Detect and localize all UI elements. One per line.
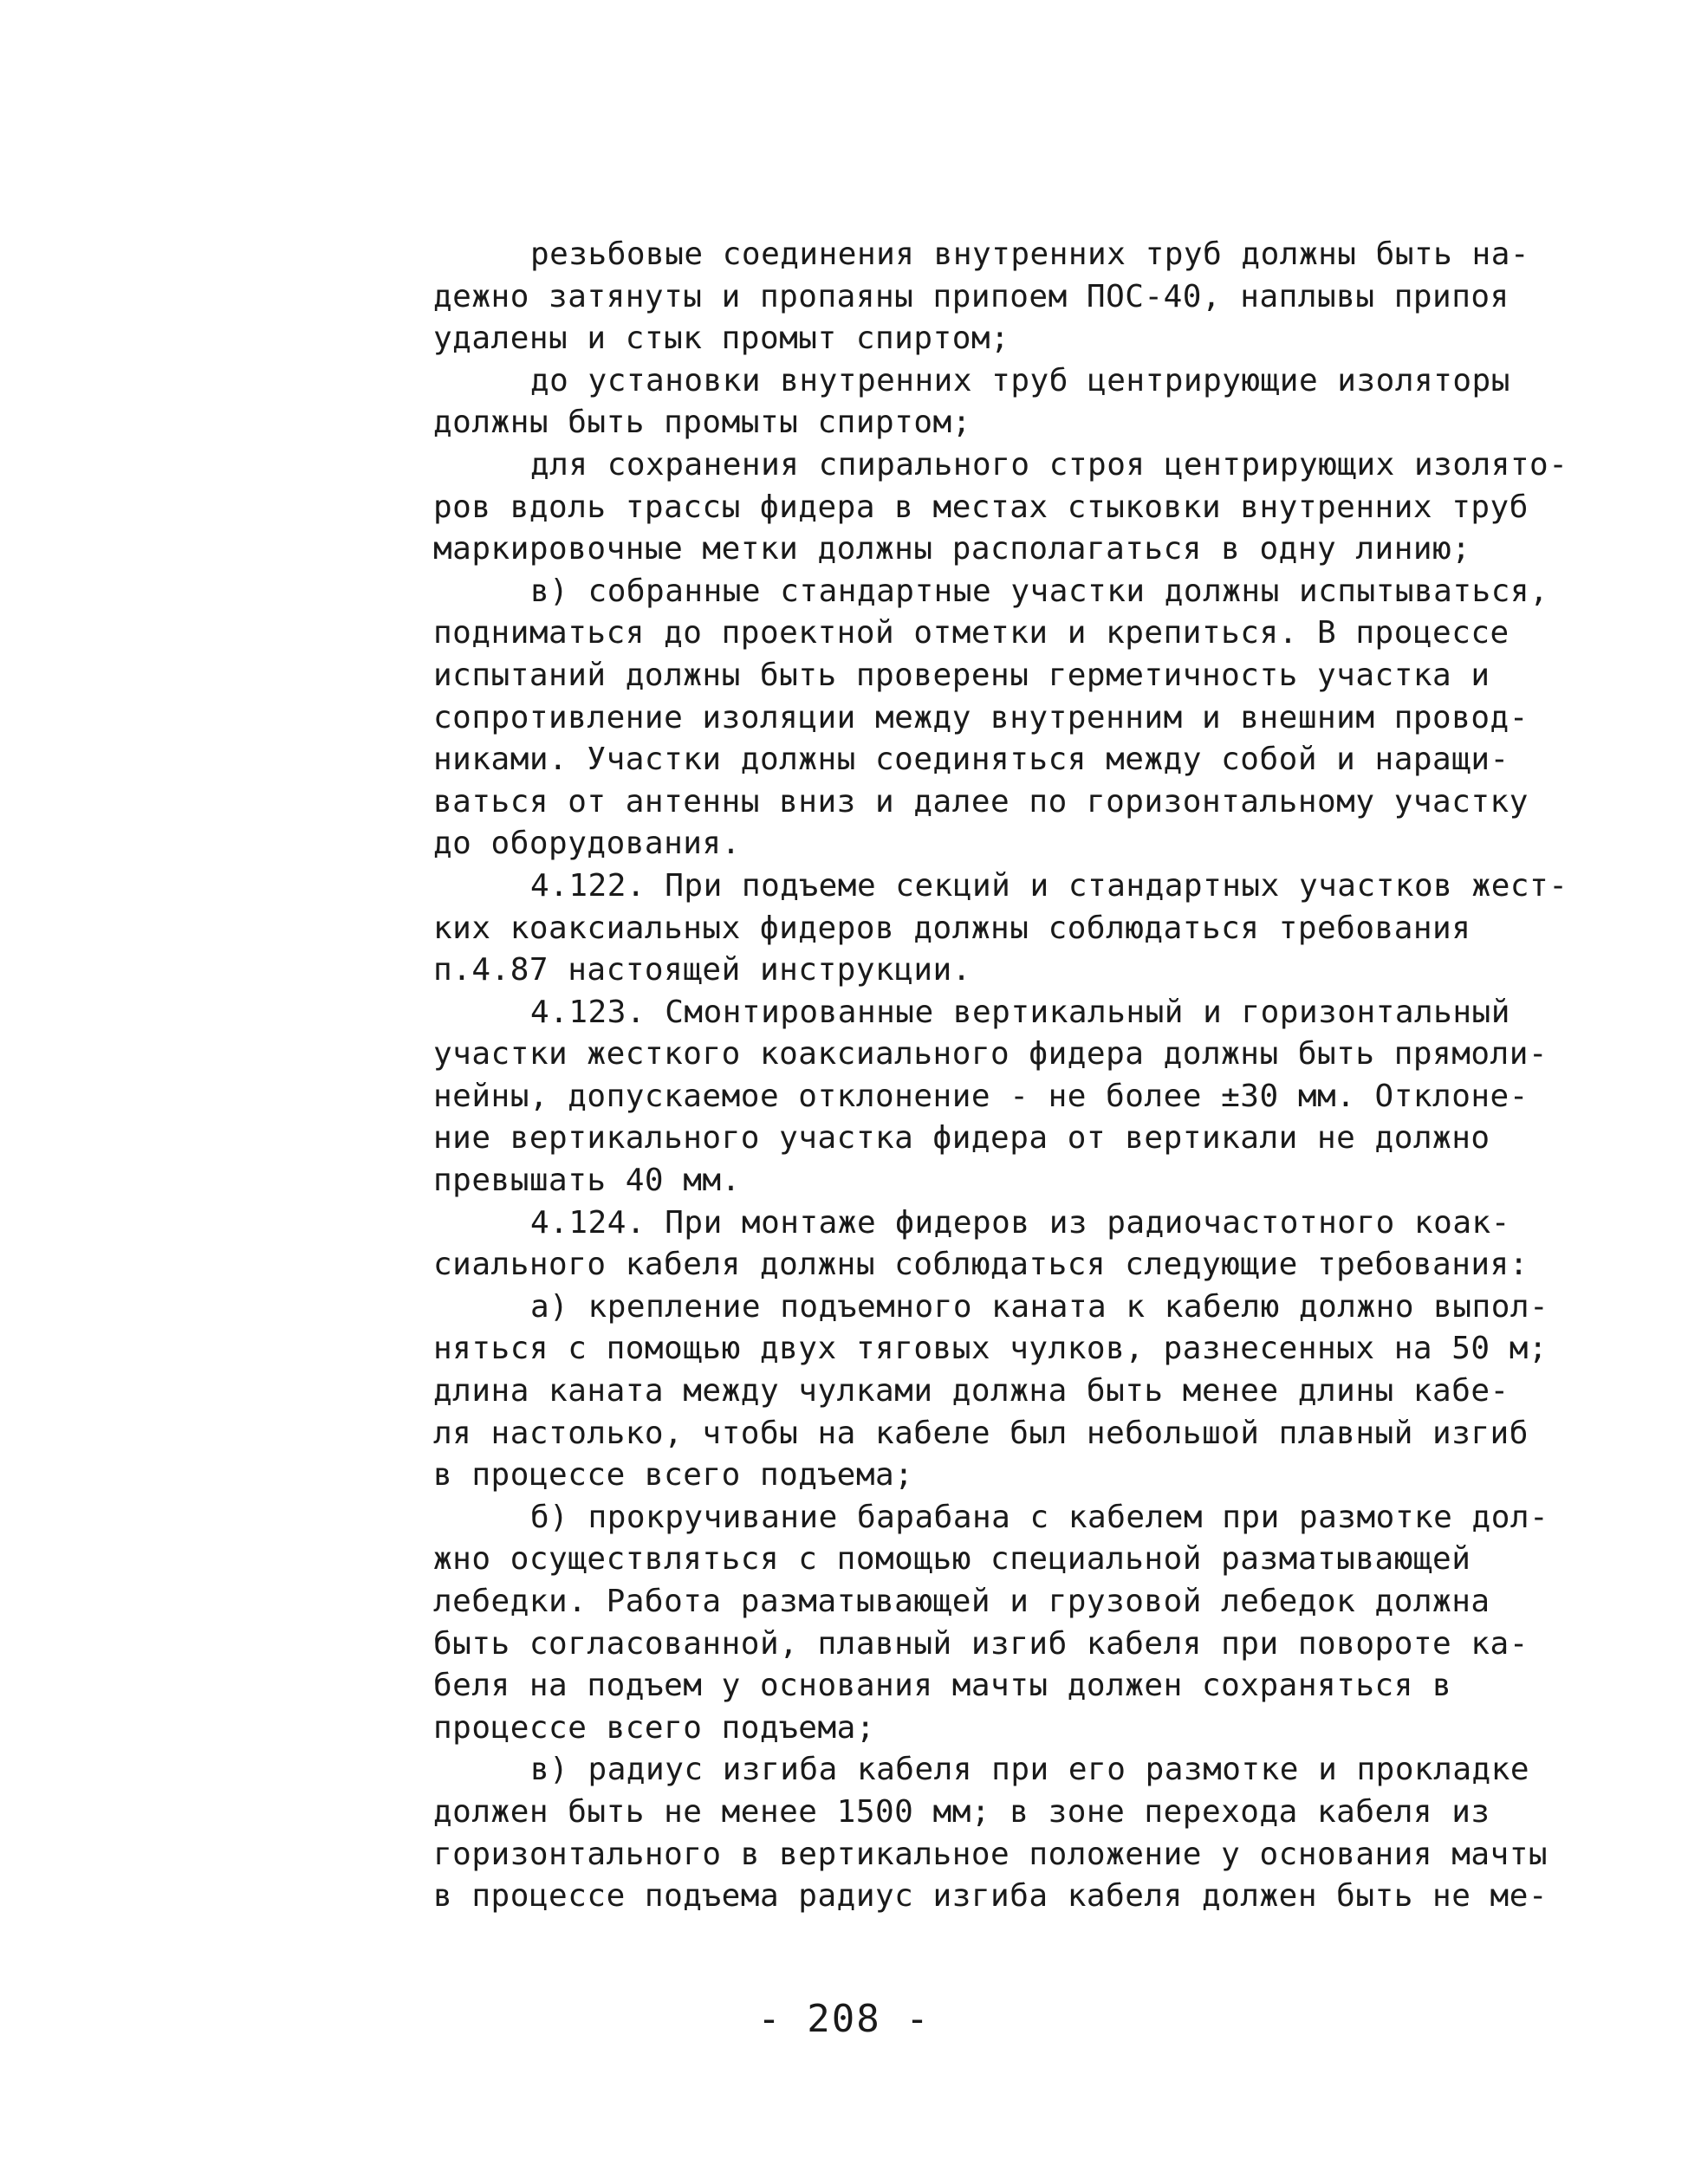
text-line: сопротивление изоляции между внутренним и внешним провод- [433,699,1529,736]
text-line: быть согласованной, плавный изгиб кабеля при повороте ка- [433,1625,1529,1662]
text-line: процессе всего подъема; [433,1709,875,1746]
text-line: ких коаксиальных фидеров должны соблюдаться требования [433,910,1471,946]
text-line: ние вертикального участка фидера от вертикали не должно [433,1120,1490,1157]
text-line: резьбовые соединения внутренних труб должны быть на- [530,237,1530,272]
text-line: 4.124. При монтаже фидеров из радиочастотного коак- [530,1204,1510,1241]
page-number: - 208 - [757,1997,931,2041]
text-line: до оборудования. [433,826,741,862]
text-line: для сохранения спирального строя центрирующих изолято- [530,446,1568,483]
text-line: в) собранные стандартные участки должны испытываться, [530,573,1549,609]
text-line: ров вдоль трассы фидера в местах стыковки внутренних труб [433,489,1529,525]
text-line: а) крепление подъемного каната к кабелю должно выпол- [530,1288,1549,1325]
text-line: в процессе подъема радиус изгиба кабеля должен быть не ме- [433,1878,1548,1915]
text-line: участки жесткого коаксиального фидера должны быть прямоли- [433,1036,1548,1073]
text-line: удалены и стык промыт спиртом; [433,321,1010,357]
text-line: жно осуществляться с помощью специальной разматывающей [433,1541,1471,1578]
text-line: 4.123. Смонтированные вертикальный и горизонтальный [530,994,1510,1030]
text-line: испытаний должны быть проверены герметичность участка и [433,657,1490,693]
text-line: маркировочные метки должны располагаться в одну линию; [433,531,1471,567]
text-line: нейны, допускаемое отклонение - не более ±30 мм. Отклоне- [433,1078,1529,1114]
text-line: подниматься до проектной отметки и крепиться. В процессе [433,615,1509,651]
text-line: б) прокручивание барабана с кабелем при размотке дол- [530,1499,1549,1535]
text-line: горизонтального в вертикальное положение у основания мачты [433,1836,1548,1872]
text-line: должны быть промыты спиртом; [433,405,971,441]
text-line: 4.122. При подъеме секций и стандартных участков жест- [530,867,1568,904]
text-line: в) радиус изгиба кабеля при его размотке и прокладке [530,1752,1530,1788]
text-line: няться с помощью двух тяговых чулков, разнесенных на 50 м; [433,1331,1548,1367]
text-line: п.4.87 настоящей инструкции. [433,952,971,988]
document-body [433,234,1594,1918]
text-line: в процессе всего подъема; [433,1457,914,1494]
text-line: должен быть не менее 1500 мм; в зоне перехода кабеля из [433,1793,1490,1830]
text-line: никами. Участки должны соединяться между собой и наращи- [433,742,1509,778]
text-line: дежно затянуты и пропаяны припоем ПОС-40, наплывы припоя [433,278,1509,314]
text-line: длина каната между чулками должна быть менее длины кабе- [433,1373,1509,1410]
text-line: превышать 40 мм. [433,1163,741,1199]
text-line: лебедки. Работа разматывающей и грузовой лебедок должна [433,1584,1490,1619]
text-line: ля настолько, чтобы на кабеле был небольшой плавный изгиб [433,1415,1529,1451]
text-line: до установки внутренних труб центрирующие изоляторы [530,362,1510,399]
text-line: ваться от антенны вниз и далее по горизонтальному участку [433,783,1529,820]
text-line: беля на подъем у основания мачты должен сохраняться в [433,1668,1452,1704]
text-line: сиального кабеля должны соблюдаться следующие требования: [433,1247,1529,1283]
